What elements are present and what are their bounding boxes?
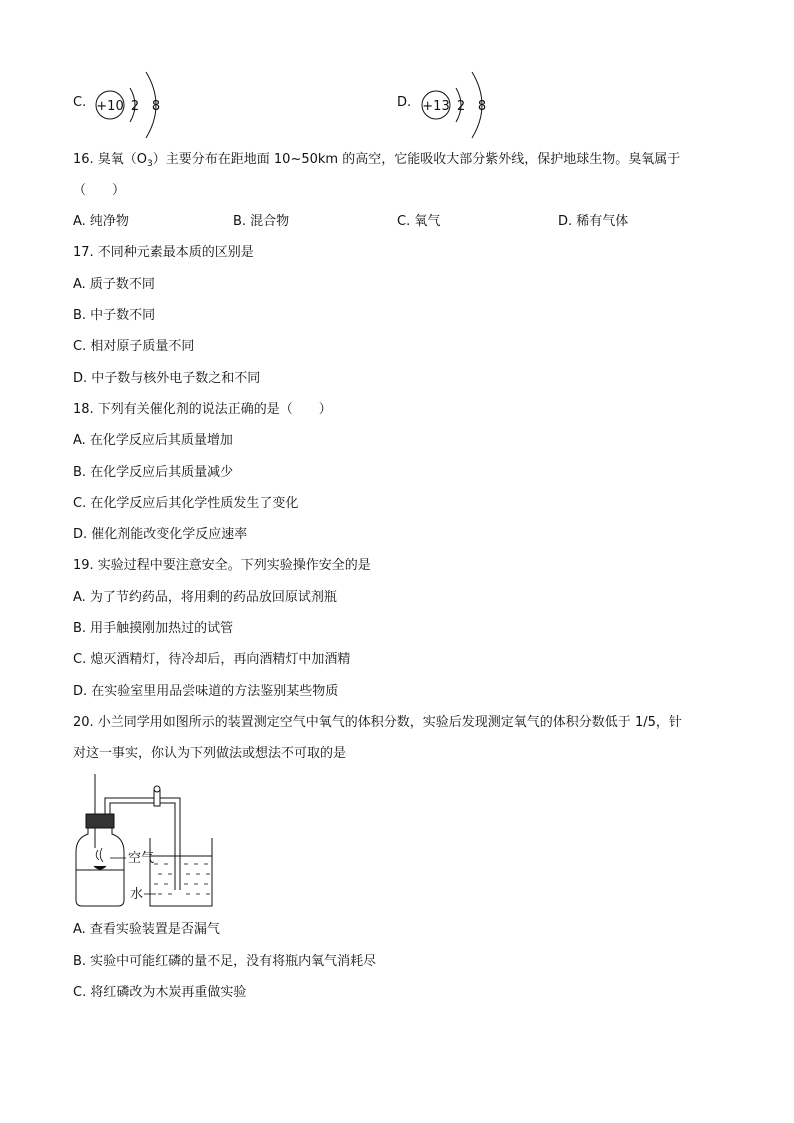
q19-stem: 19. 实验过程中要注意安全。下列实验操作安全的是 — [73, 558, 371, 573]
apparatus-figure — [72, 772, 222, 912]
label-air: 空气 — [128, 851, 155, 866]
q19-option-b[interactable]: B. 用手触摸刚加热过的试管 — [73, 621, 234, 636]
atom-option-c-letter: C. — [73, 95, 87, 110]
shell2-electrons: 8 — [151, 99, 161, 114]
q16-stem-continued: （ ） — [73, 183, 126, 198]
q18-stem: 18. 下列有关催化剂的说法正确的是（ ） — [73, 402, 332, 417]
q19-option-d[interactable]: D. 在实验室里用品尝味道的方法鉴别某些物质 — [73, 684, 339, 699]
q16-stem: 16. 臭氧$(O_3)$主要分布在距地面 10~50km 的高空，它能吸收大部分紫外线，保护地球生物。臭氧属于 — [73, 152, 681, 169]
q17-option-a[interactable]: A. 质子数不同 — [73, 277, 155, 292]
nucleus-charge: +13 — [422, 99, 450, 114]
q20-option-b[interactable]: B. 实验中可能红磷的量不足，没有将瓶内氧气消耗尽 — [73, 954, 377, 969]
shell1-electrons: 2 — [130, 99, 140, 114]
q16-option-c[interactable]: C. 氧气 — [397, 214, 441, 229]
q19-option-a[interactable]: A. 为了节约药品，将用剩的药品放回原试剂瓶 — [73, 590, 337, 605]
q19-option-c[interactable]: C. 熄灭酒精灯，待冷却后，再向酒精灯中加酒精 — [73, 652, 351, 667]
shell2-electrons: 8 — [477, 99, 487, 114]
q17-option-d[interactable]: D. 中子数与核外电子数之和不同 — [73, 371, 261, 386]
q17-stem: 17. 不同种元素最本质的区别是 — [73, 245, 254, 260]
q18-option-a[interactable]: A. 在化学反应后其质量增加 — [73, 433, 233, 448]
label-water: 水 — [130, 887, 144, 902]
shell1-electrons: 2 — [456, 99, 466, 114]
atom-option-d-letter: D. — [397, 95, 412, 110]
q16-option-b[interactable]: B. 混合物 — [233, 214, 290, 229]
q20-stem-line2: 对这一事实，你认为下列做法或想法不可取的是 — [73, 746, 347, 761]
q16-option-d[interactable]: D. 稀有气体 — [558, 214, 629, 229]
q20-option-a[interactable]: A. 查看实验装置是否漏气 — [73, 922, 220, 937]
q20-option-c[interactable]: C. 将红磷改为木炭再重做实验 — [73, 985, 247, 1000]
q17-option-b[interactable]: B. 中子数不同 — [73, 308, 156, 323]
nucleus-charge: +10 — [96, 99, 124, 114]
atom-diagram-c — [92, 70, 172, 144]
q20-stem-line1: 20. 小兰同学用如图所示的装置测定空气中氧气的体积分数，实验后发现测定氧气的体积分数低于 1/5，针 — [73, 715, 682, 730]
q17-option-c[interactable]: C. 相对原子质量不同 — [73, 339, 195, 354]
q18-option-d[interactable]: D. 催化剂能改变化学反应速率 — [73, 527, 248, 542]
atom-diagram-d — [418, 70, 498, 144]
q18-option-b[interactable]: B. 在化学反应后其质量减少 — [73, 465, 234, 480]
q18-option-c[interactable]: C. 在化学反应后其化学性质发生了变化 — [73, 496, 299, 511]
q16-option-a[interactable]: A. 纯净物 — [73, 214, 129, 229]
